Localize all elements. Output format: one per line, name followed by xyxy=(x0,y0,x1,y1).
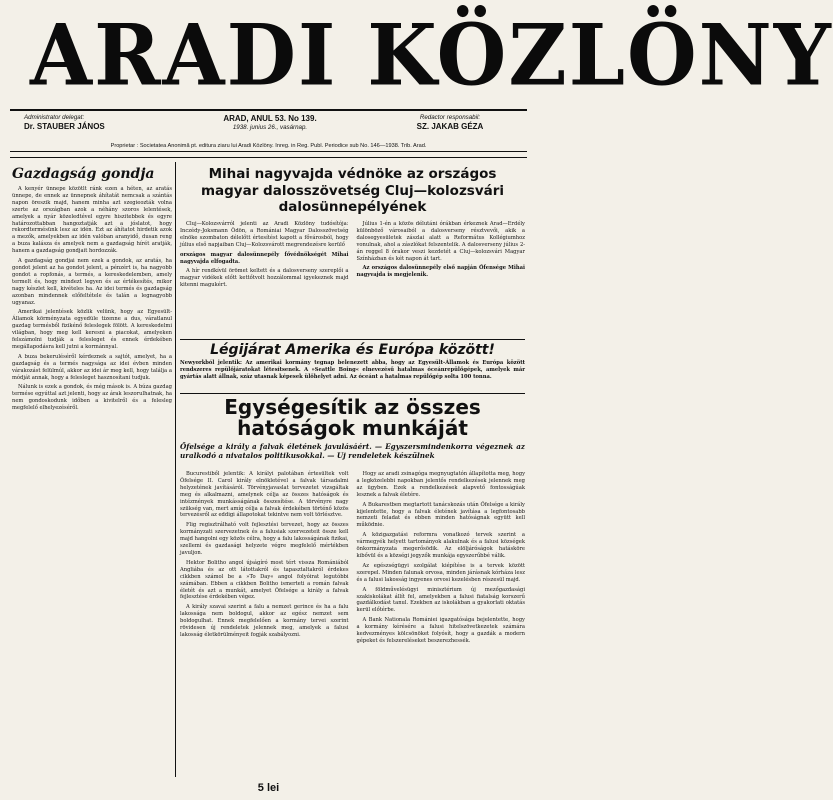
box-article-text: Newyorkból jelentik: Az amerikai kormány tegnap belenezett abba, hogy az Egyesült-Államok és Európa között rendszeres repülőjáratokat létesítsenek. A »Seattle Boing« elnevezésű hatalmas óceánrepülőgépek, amelyek már gyártás alatt állnak, száz utasnak képesek ülőhelyet adni. Az óceánt a hatalmas repülőgép solta 100 tonna. xyxy=(180,360,525,380)
main-article-body xyxy=(180,471,525,761)
left-article xyxy=(12,166,172,776)
left-article-paragraph: A gazdagság gondjai nem ezek a gondok, az aratás, ha gondot jelent az ha gondot jelent, a pénzért is, ha nagyobb gondot a ropfonás, a termés, a kereskedelemben, amely termelt és, hogy mindezt legyen és az értékesítés, mikor nagy készlet kell, kivételes ha. Az idei termés és gazdagság azonban mindennek előfeltétele és talán a legnagyobb ugyanaz. xyxy=(12,258,172,306)
admin-label: Administrator delegat: xyxy=(24,114,85,121)
box-article xyxy=(180,339,525,384)
header-right xyxy=(380,114,520,132)
page-price: 5 lei xyxy=(257,782,280,794)
main-article-paragraph: Bucurestiből jelentik: A királyi palotában értesültek volt Őfelsége II. Carol király elnökletével a falvak társadalmi helyzetének javításáról. Törvényjavaslat tervezetet vizsgáltak meg és alkalmazni, amelynek célja az összes hatóságok és intézmények munkásságának összesítése. A törvényre nagy szükség van, mert amíg célja a falvak érdekében történő közös tervezésről az eddigi állapotokat tekintve nem volt törlésztve. xyxy=(180,471,349,519)
proprietor-line: Proprietar : Societatea Anonimă pt. editura ziaru lui Aradi Közlöny. Inreg. in Reg. Publ. Periodice sub No. 146—1938. Trib. Arad. xyxy=(110,143,427,149)
top-article-highlight: országos magyar dalosünnepély fővédnökségét Mihai nagyvajda elfogadta. xyxy=(180,251,349,265)
left-article-paragraph: Nálunk is ezek a gondok, és még mások is. A búza gazdag termése egyúttal azt jelenti, hogy az árak leszorulhatnak, ha nem gondoskodunk időben a kivitelről és a felesleg megfelelő elhelyezéséről. xyxy=(12,384,172,412)
header-center xyxy=(185,114,355,132)
header-rule-top xyxy=(10,151,527,152)
masthead-title: ARADI KÖZLÖNY xyxy=(30,5,833,105)
editor-label: Redactor responsabil: xyxy=(419,114,481,121)
main-article-deck: Őfelsége a király a falvak életének javulásáért. — Egyszersmindenkorra végeznek az uralkodó a nivatalos politikusokkal. — Uj rendeletek készülnek xyxy=(180,442,525,460)
top-article-body xyxy=(180,221,525,341)
issue-date: 1938. junius 26., vasárnap. xyxy=(232,124,308,131)
left-article-paragraph: Amerikai jelentések közlik velünk, hogy az Egyesült-Államok körményzata egyedüle tizenne a dus, váratlanul gazdag termésből fizikénő feleslegek fölött. A kereskedelmi világban, hogy meg kell keresni a piacokat, amelyeken felszámolni tudják a felesleget és ennek érdekében megállapodásra kell jutni a kormánnyal. xyxy=(12,309,172,350)
main-article-paragraph: A földművelésügyi minisztérium új mezőgazdasági szakiskolákat állít fel, amelyekben a falusi fiatalság korszerű gazdálkodást tanul. Ezekben az iskolákban a gyakorlati oktatás kerül előtérbe. xyxy=(356,586,525,614)
admin-name: Dr. STAUBER JÁNOS xyxy=(24,121,105,131)
issue-info: ARAD, ANUL 53. No 139. xyxy=(223,114,317,123)
main-article-paragraph: A Bukarestben megtartott tanácskozás után Őfelsége a király kijelentette, hogy a falvak életének javítása a legfontosabb nemzeti feladat és ebben minden hatóságnak együtt kell működnie. xyxy=(356,501,525,529)
box-article-title: Légijárat Amerika és Európa között! xyxy=(210,342,495,358)
main-article-paragraph: Hektor Bolitho angol újságíró most tért vissza Romániából Angliába és az ott látottakról és tapasztaltakról érdekes cikkben számol be a »To Day« angol folyóirat legutóbbi számában. Ebben a cikkben Bolitho ismerteti a román falvak életét és azt a munkát, amelyet Őfelsége a király a falvak fejlesztése érdekében végez. xyxy=(180,559,349,601)
top-article-paragraph: Július 1-én a közös délutáni órákban érkeznek Arad—Erdély különböző városaiból a dalosverseny résztvevői, akik a dalosegyesületek zászlai alatt a Református Kollégiumhoz vonulnak, ahol a zászlókat felszentelik. A dalosverseny július 2-án reggel 8 órakor veszi kezdetét a Cluj—kolozsvári Magyar Színházban és két napon át tart. xyxy=(356,221,525,262)
header-left xyxy=(24,114,164,132)
editor-name: SZ. JAKAB GÉZA xyxy=(416,121,484,131)
masthead-rule xyxy=(10,109,527,111)
top-article-paragraph: Cluj—Kolozsvárról jelenti az Aradi Közlöny tudósítója: Inczédy-Joksmann Ödön, a Romániai Magyar Dalosszövetség elnöke szombaton délelőtt értesítést kapott a fővárosból, hogy július első napjaiban Cluj—Kolozsvárott megrendezésre kerülő xyxy=(180,221,349,248)
left-article-paragraph: A kenyér ünnepe közötlt ránk ezen a héten, az aratás ünnepe, de ennek az ünnepnek áhítatát nemcsak a szántás napon öreszik majd, hanem minha azt szegieozták volna szerte az országban azok a néhány szoros lelentések, amelyek a nyár közeledtével egyre hiszitebbek és egyre határozottabban hangoztatják azt a jóslatot, hogy rekordtermésünk lesz az idén. Ezt az áhítatot hirdetik azok a mezők, amelyekben az idén valóban aranyidő, dusan reng a buza kalásza és amelyek nem a gazdagság hírét aratják, hanem a gazdagság gondjait hordozzák. xyxy=(12,186,172,255)
newspaper-page xyxy=(10,5,833,794)
top-article-paragraph: A hír rendkívül örömet keltett és a dalosverseny szereplői a magyar vidékek előtt kettőtvolt hozzálommal igyekeznek majd kitenni magukért. xyxy=(180,268,349,289)
main-article-paragraph: Hogy az aradi zsinagóga megnyugtatón állapította meg, hogy a legközelebbi napokban jelentős rendelkezések jelennek meg az ügyben. Ezek a rendelkezések alapvető fontosságúak lesznek a falvak életére. xyxy=(356,471,525,498)
main-article-paragraph: A király szavai szerint a falu a nemzet gerince és ha a falu lakossága nem boldogul, akkor az egész nemzet sem boldogulhat. Ennek megfelelően a kormány tervei szerint rövidesen új rendeletek jelennek meg, amelyek a falusi lakosság életkörülményeit fogják szabályozni. xyxy=(180,604,349,638)
top-article-paragraph: Az országos dalosünnepély első napján Őfensége Mihai nagyvajda is megjelenik. xyxy=(356,265,525,279)
column-divider xyxy=(175,162,176,777)
main-article-paragraph: A Bank Nationala Romániei igazgatósága bejelentette, hogy a kormány kérésére a falusi hitelszövetkezetek számára kedvezményes kölcsönöket folyósít, hogy a gazdák a modern gépeket és felszereléseket beszerezhessék. xyxy=(356,617,525,644)
header-rule-bottom xyxy=(10,157,527,158)
main-article-paragraph: Az egészségügyi szolgálat kiépítése is a tervek között szerepel. Minden falunak orvosa, minden járásnak kórháza lesz és a falusi lakosság ingyenes orvosi kezelésben részesül majd. xyxy=(356,562,525,583)
main-article-title: Egységesítik az összes hatóságok munkáját xyxy=(180,393,525,439)
main-article-paragraph: Flig regisztrálható volt fejlesztési tervezet, hogy az összes kormányzati szervezetnek és a falusiak szervezeteit össze kell majd hangolni egy közös célra, hogy a falu lakosságának fizikai, szellemi és gazdasági helyzete végre megfelelő mértékben javuljon. xyxy=(180,522,349,556)
left-article-paragraph: A buza bekeruléséről kérdeznek a sajtót, amelyet, ha a gazdagság és a termés nagysága az idei évben minden várakozást felülmúl, akkor az idei ár meg kell, hogy találja a módját annak, hogy a felesleget hasznosítani tudjuk. xyxy=(12,353,172,381)
main-article-paragraph: A közigazgatási reformra vonatkozó tervek szerint a vármegyék helyett tartományok alakulnak és a falusi községek önkormányzata megerősödik. Az elöljáróságok hatásköre kibővül és a községi jegyzők munkája egyszerűbbé válik. xyxy=(356,532,525,559)
left-article-title: Gazdagság gondja xyxy=(12,166,155,182)
top-article-title: Mihai nagyvajda védnöke az országos magyar dalosszövetség Cluj—kolozsvári dalosünnepélyének xyxy=(200,166,505,215)
